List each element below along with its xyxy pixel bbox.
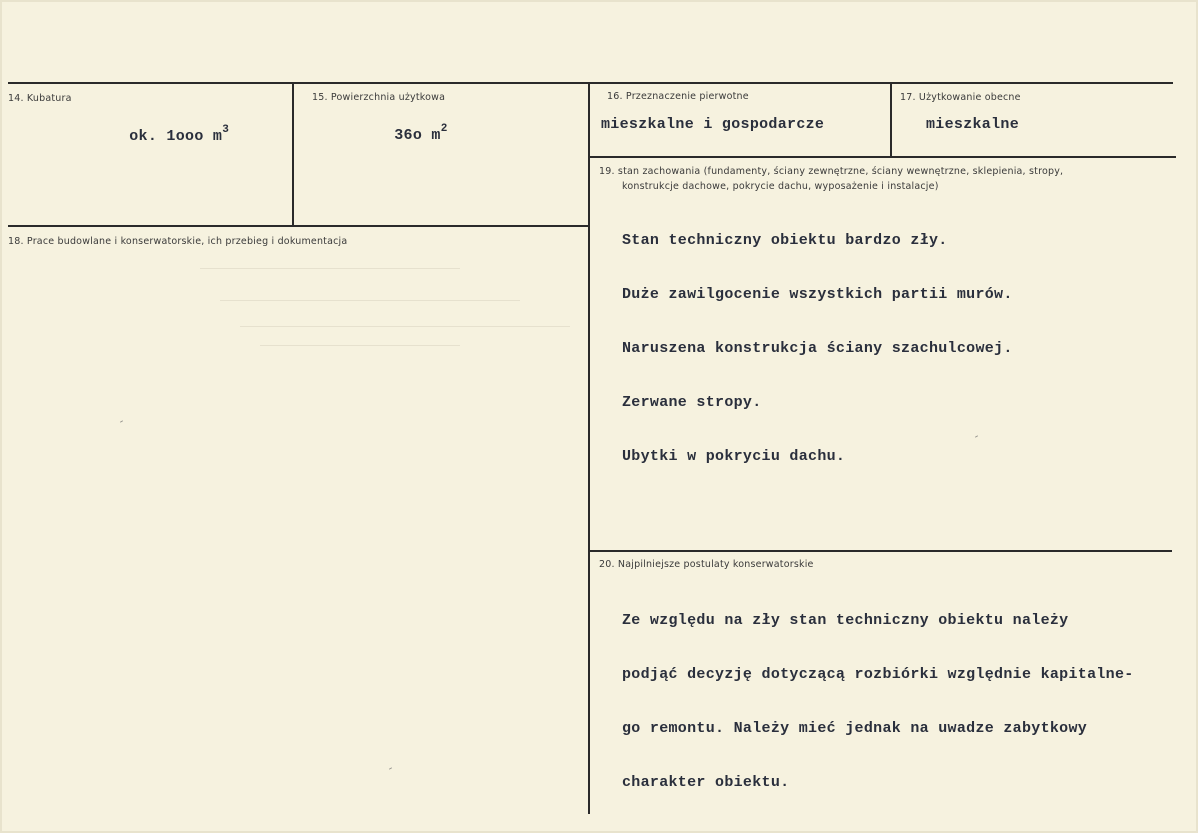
field-19-line: Duże zawilgocenie wszystkich partii murów. <box>622 286 1013 303</box>
top-rule <box>8 82 1173 84</box>
field-19-line: Zerwane stropy. <box>622 394 762 411</box>
field-19-line: Stan techniczny obiektu bardzo zły. <box>622 232 948 249</box>
field-16-label: 16. Przeznaczenie pierwotne <box>607 91 749 102</box>
field-19-text <box>622 196 1013 502</box>
field-15-value-main: 36o m <box>394 127 441 144</box>
field-17-value: mieszkalne <box>926 116 1020 133</box>
paper-speck <box>389 767 392 769</box>
field-14-label: 14. Kubatura <box>8 93 72 104</box>
field-20-line: Ze względu na zły stan techniczny obiektu należy <box>622 612 1069 629</box>
field-19-label-line1: 19. stan zachowania (fundamenty, ściany zewnętrzne, ściany wewnętrzne, sklepienia, stropy, <box>599 166 1064 177</box>
field-18-label: 18. Prace budowlane i konserwatorskie, ich przebieg i dokumentacja <box>8 236 348 247</box>
field-20-line: go remontu. Należy mieć jednak na uwadze zabytkowy <box>622 720 1088 737</box>
rule-above-20 <box>590 550 1172 552</box>
ghost-line <box>240 326 570 327</box>
field-14-value <box>92 111 229 162</box>
field-14-value-exponent: 3 <box>222 124 230 136</box>
paper-speck <box>120 420 123 422</box>
field-14-value-main: ok. 1ooo m <box>129 128 223 145</box>
field-20-line: podjąć decyzję dotyczącą rozbiórki względnie kapitalne- <box>622 666 1134 683</box>
field-20-line: charakter obiektu. <box>622 774 790 791</box>
field-15-value-exponent: 2 <box>440 123 448 135</box>
field-19-line: Ubytki w pokryciu dachu. <box>622 448 846 465</box>
divider-16-17 <box>890 84 892 156</box>
field-20-label: 20. Najpilniejsze postulaty konserwatorskie <box>599 559 814 570</box>
rule-below-14-15 <box>8 225 590 227</box>
field-20-text <box>622 576 1134 828</box>
field-19-label-line2: konstrukcje dachowe, pokrycie dachu, wyposażenie i instalacje) <box>622 181 939 192</box>
field-15-value <box>357 110 448 161</box>
field-19-line: Naruszena konstrukcja ściany szachulcowej. <box>622 340 1013 357</box>
ghost-line <box>220 300 520 301</box>
field-16-value: mieszkalne i gospodarcze <box>601 116 825 133</box>
field-15-label: 15. Powierzchnia użytkowa <box>312 92 446 103</box>
ghost-line <box>200 268 460 269</box>
divider-14-15 <box>292 84 294 226</box>
ghost-line <box>260 345 460 346</box>
field-17-label: 17. Użytkowanie obecne <box>900 92 1021 103</box>
center-divider <box>588 84 590 814</box>
rule-below-16-17 <box>590 156 1176 158</box>
